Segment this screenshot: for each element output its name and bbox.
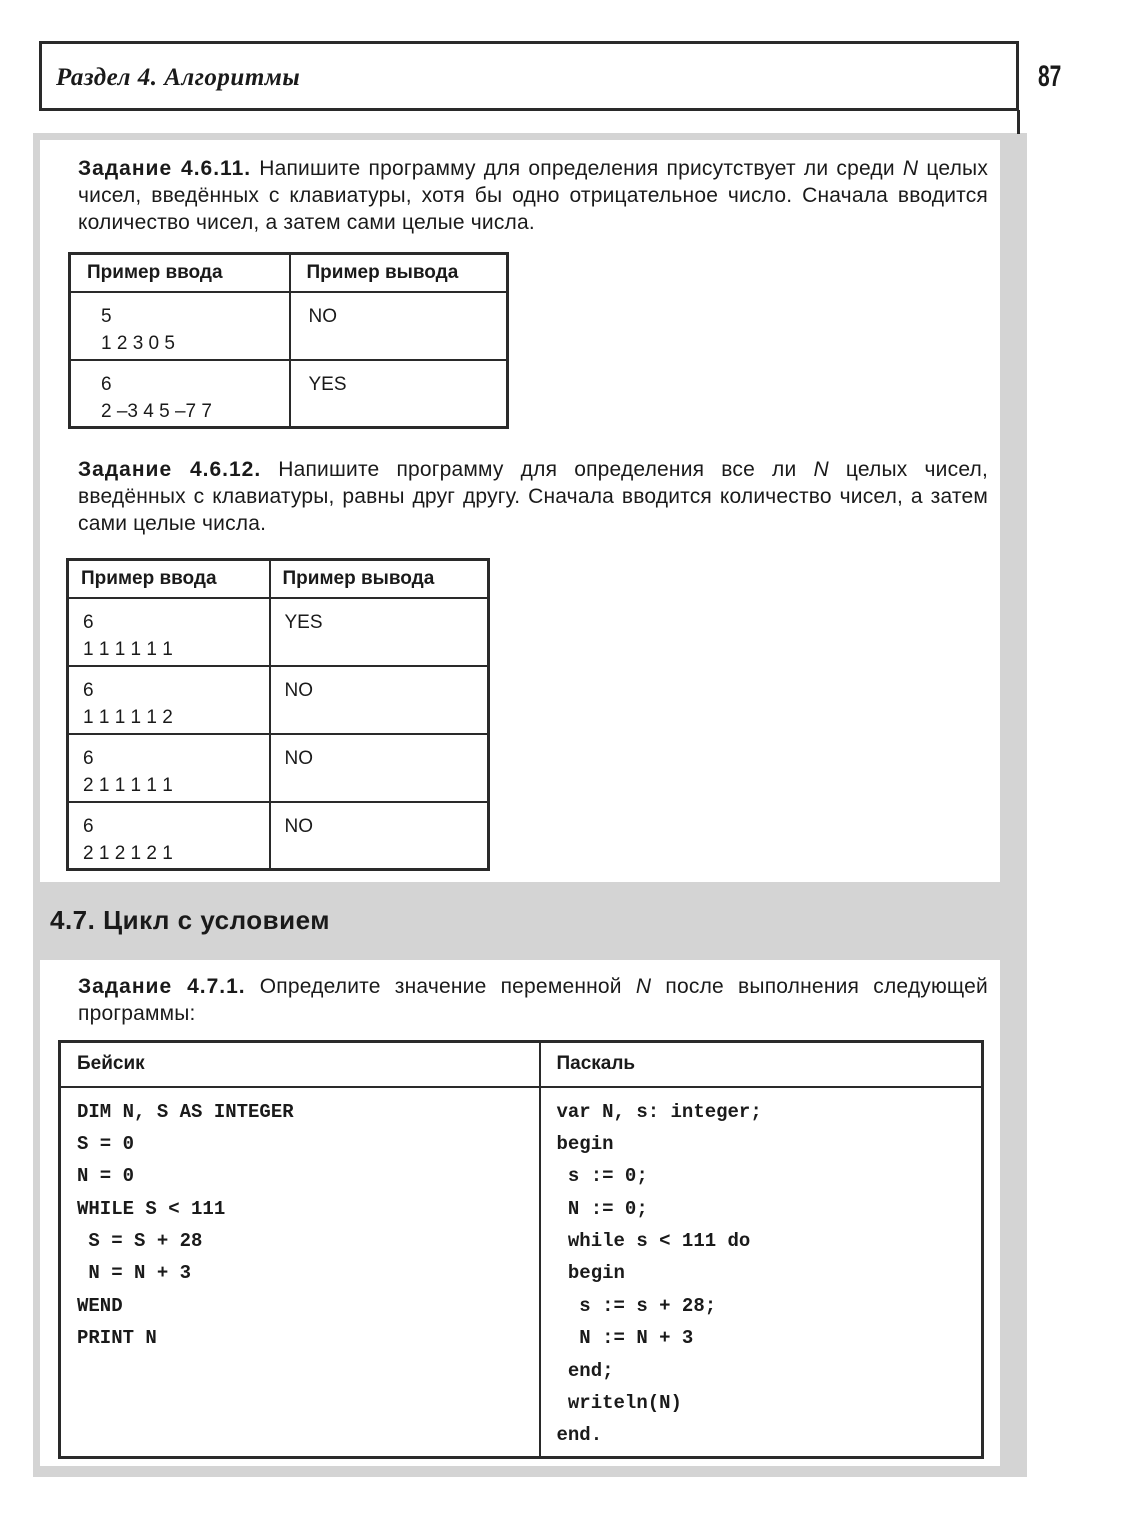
- code-line: N := N + 3: [556, 1327, 694, 1350]
- code-line: while s < 111 do: [556, 1230, 751, 1253]
- table-row: [68, 802, 489, 870]
- variable-name: N: [813, 458, 829, 481]
- task-text: целых чисел, введённых с клавиатуры, хотя бы одно отрицательное число. Сначала вводится количество чисел, а затем сами целые числа.: [78, 157, 989, 234]
- code-line: S = S + 28: [77, 1230, 203, 1253]
- example-output: YES: [270, 598, 489, 666]
- example-output: YES: [290, 360, 508, 428]
- example-input: 6 2 1 2 1 2 1: [68, 802, 270, 870]
- example-input: 6 1 1 1 1 1 2: [68, 666, 270, 734]
- code-line: writeln(N): [556, 1392, 682, 1415]
- table-row: [70, 292, 508, 360]
- task-4-6-12-text: [78, 456, 988, 537]
- header-divider: [1017, 110, 1020, 134]
- code-line: N := 0;: [556, 1197, 648, 1220]
- column-header-output: Пример вывода: [290, 254, 508, 292]
- column-header-basic: Бейсик: [60, 1042, 540, 1087]
- code-line: WHILE S < 111: [77, 1197, 226, 1220]
- code-line: PRINT N: [77, 1327, 157, 1350]
- code-line: begin: [556, 1132, 614, 1155]
- example-output: NO: [290, 292, 508, 360]
- table-row: [70, 360, 508, 428]
- task-4-6-11-example-table: [68, 252, 509, 429]
- section-title: 4.7. Цикл с условием: [50, 905, 330, 935]
- code-line: S = 0: [77, 1132, 135, 1155]
- example-input: 5 1 2 3 0 5: [70, 292, 290, 360]
- task-text: целых чисел, введённых с клавиатуры, равны друг другу. Сначала вводится количество чисел, а затем сами целые числа.: [78, 458, 988, 535]
- table-row: [68, 666, 489, 734]
- column-header-input: Пример ввода: [70, 254, 290, 292]
- task-text: после выполнения следующей программы:: [78, 975, 988, 1025]
- page-number: 87: [1038, 60, 1062, 93]
- task-label: Задание 4.7.1.: [78, 975, 246, 998]
- task-text: Напишите программу для определения все ли: [261, 458, 814, 481]
- table-row: [68, 598, 489, 666]
- code-line: N = N + 3: [77, 1262, 192, 1285]
- code-line: N = 0: [77, 1165, 135, 1188]
- code-line: end.: [556, 1424, 603, 1447]
- code-line: DIM N, S AS INTEGER: [77, 1100, 294, 1123]
- basic-code: [60, 1087, 540, 1458]
- column-header-input: Пример ввода: [68, 560, 270, 598]
- code-line: s := 0;: [556, 1165, 648, 1188]
- chapter-header: [39, 41, 1019, 111]
- example-output: NO: [270, 666, 489, 734]
- code-line: begin: [556, 1262, 625, 1285]
- column-header-pascal: Паскаль: [540, 1042, 983, 1087]
- task-4-7-1-text: [78, 973, 988, 1027]
- program-code-table: [58, 1040, 984, 1459]
- code-line: WEND: [77, 1294, 123, 1317]
- example-output: NO: [270, 802, 489, 870]
- variable-name: N: [635, 975, 652, 998]
- task-4-6-11-text: [78, 155, 988, 236]
- task-label: Задание 4.6.12.: [78, 458, 262, 481]
- code-line: s := s + 28;: [556, 1294, 717, 1317]
- example-input: 6 2 –3 4 5 –7 7: [70, 360, 290, 428]
- chapter-title: Раздел 4. Алгоритмы: [56, 64, 301, 91]
- task-4-6-12-example-table: [66, 558, 490, 871]
- example-input: 6 1 1 1 1 1 1: [68, 598, 270, 666]
- task-label: Задание 4.6.11.: [78, 157, 252, 180]
- column-header-output: Пример вывода: [270, 560, 489, 598]
- code-line: var N, s: integer;: [556, 1100, 762, 1123]
- example-output: NO: [270, 734, 489, 802]
- variable-name: N: [902, 157, 919, 180]
- pascal-code: [540, 1087, 983, 1458]
- table-row: [68, 734, 489, 802]
- task-text: Определите значение переменной: [245, 975, 636, 998]
- task-text: Напишите программу для определения присутствует ли среди: [251, 157, 903, 180]
- code-line: end;: [556, 1359, 614, 1382]
- example-input: 6 2 1 1 1 1 1: [68, 734, 270, 802]
